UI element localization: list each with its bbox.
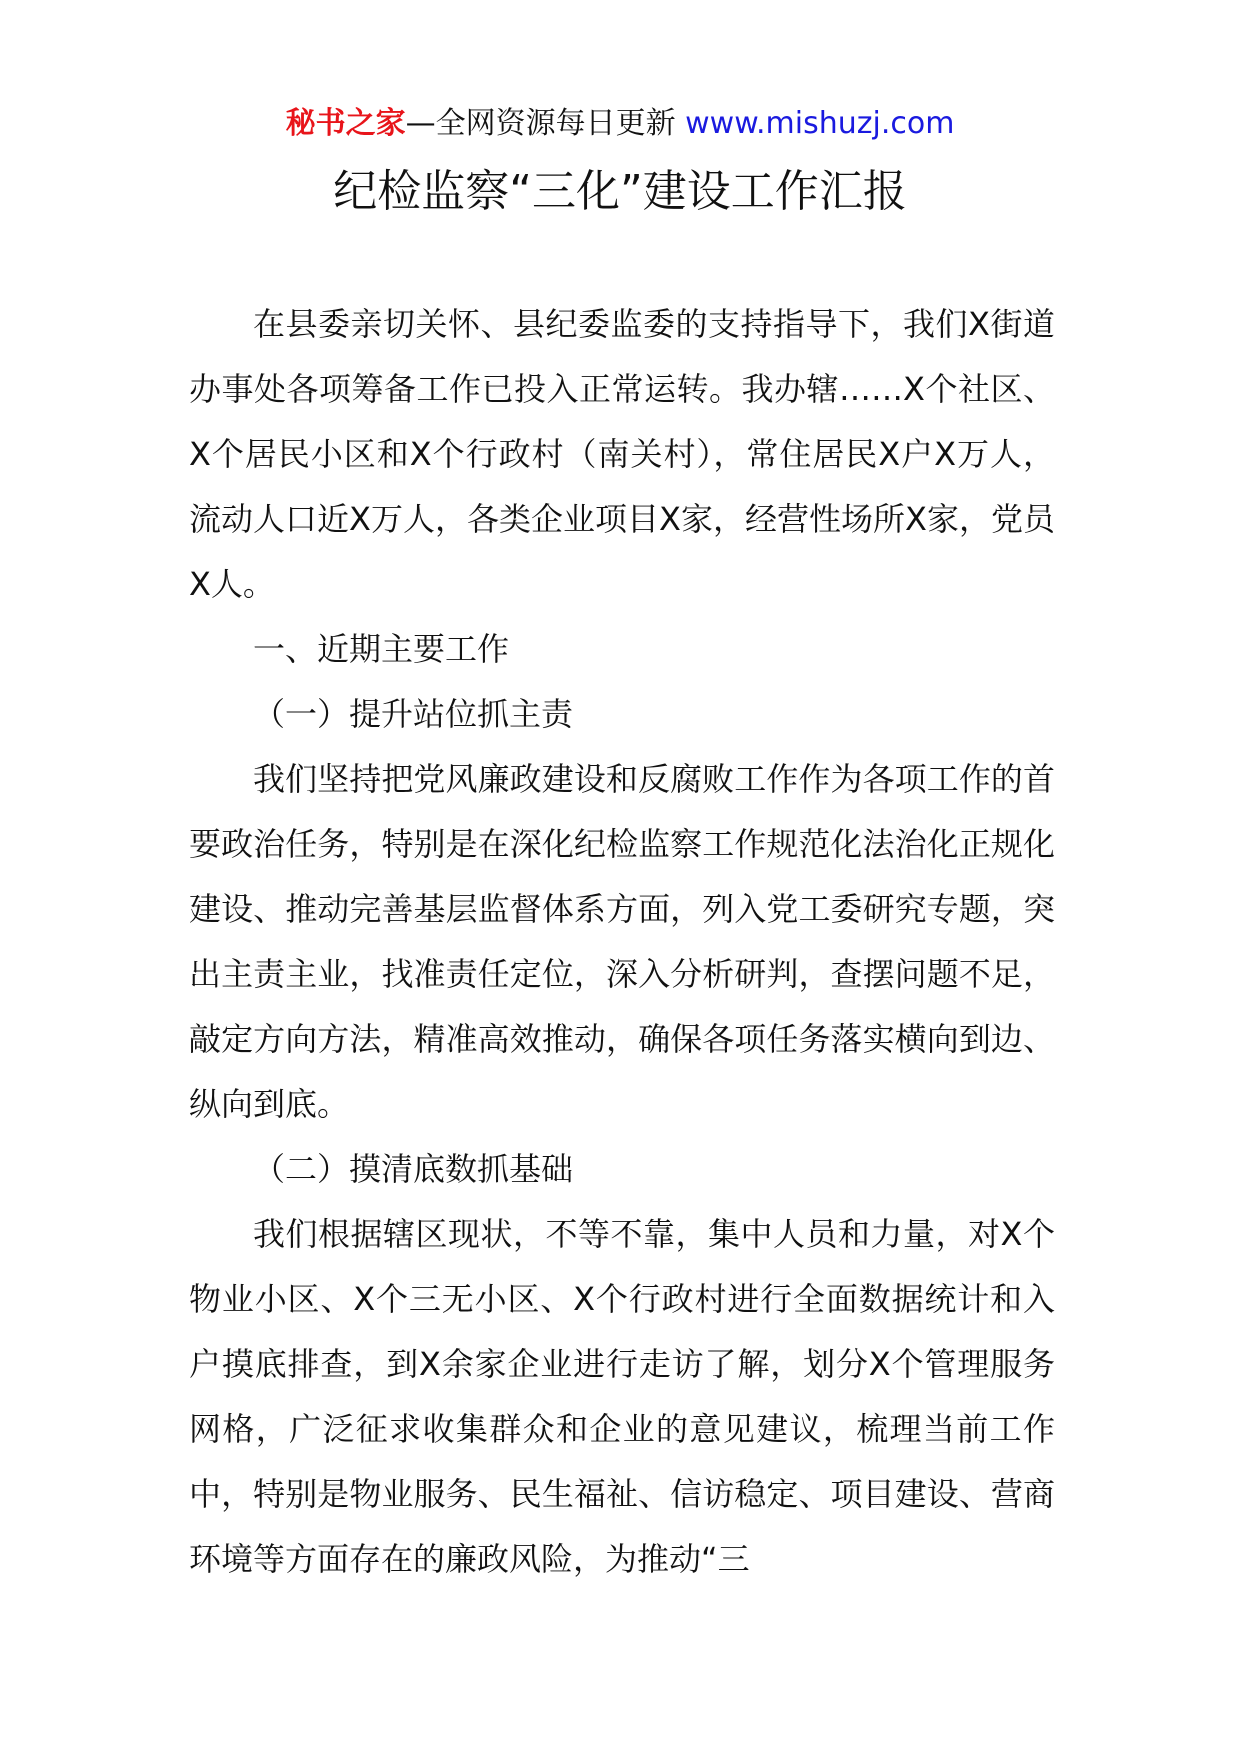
section-1-heading: 一、近期主要工作 — [253, 630, 510, 668]
intro-paragraph: 在县委亲切关怀、县纪委监委的支持指导下，我们X街道办事处各项筹备工作已投入正常运转。我办辖……X个社区、X个居民小区和X个行政村（南关村），常住居民X户X万人，流动人口近X万人，各类企业项目X家，经营性场所X家，党员X人。 — [189, 305, 1055, 603]
site-url-link[interactable]: www.mishuzj.com — [685, 106, 955, 141]
site-header — [0, 104, 1240, 144]
document-body — [189, 292, 1055, 1592]
document-title: 纪检监察“三化”建设工作汇报 — [333, 166, 907, 217]
subsection-2-paragraph: 我们根据辖区现状，不等不靠，集中人员和力量，对X个物业小区、X个三无小区、X个行政村进行全面数据统计和入户摸底排查，到X余家企业进行走访了解，划分X个管理服务网格，广泛征求收集群众和企业的意见建议，梳理当前工作中，特别是物业服务、民生福祉、信访稳定、项目建设、营商环境等方面存在的廉政风险，为推动“三 — [189, 1215, 1055, 1578]
subsection-1-heading: （一）提升站位抓主责 — [253, 695, 574, 733]
site-brand: 秘书之家 — [285, 106, 406, 141]
site-tagline: —全网资源每日更新 — [405, 106, 676, 141]
subsection-2-heading: （二）摸清底数抓基础 — [253, 1150, 574, 1188]
subsection-1-paragraph: 我们坚持把党风廉政建设和反腐败工作作为各项工作的首要政治任务，特别是在深化纪检监察工作规范化法治化正规化建设、推动完善基层监督体系方面，列入党工委研究专题，突出主责主业，找准责任定位，深入分析研判，查摆问题不足，敲定方向方法，精准高效推动，确保各项任务落实横向到边、纵向到底。 — [189, 760, 1055, 1123]
